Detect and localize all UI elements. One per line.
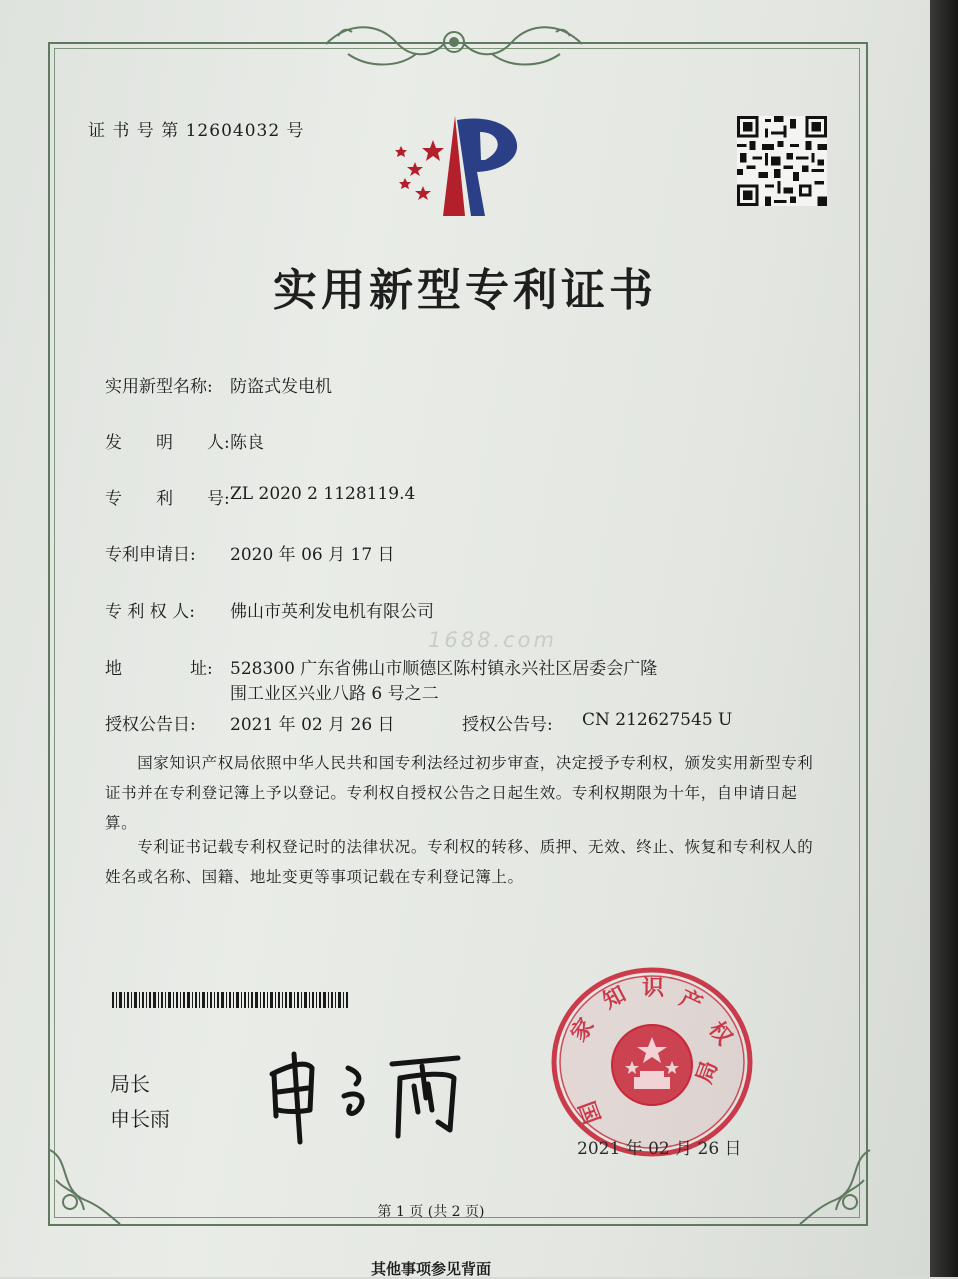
page-number: 第 1 页 (共 2 页) <box>377 1204 485 1220</box>
inventor-label: 发 明 人: <box>105 433 230 453</box>
application-date-label: 专利申请日: <box>105 545 196 565</box>
background-edge <box>930 0 958 1277</box>
official-seal-icon <box>550 965 755 1160</box>
inventor-value: 陈良 <box>230 433 264 453</box>
address-line-2: 围工业区兴业八路 6 号之二 <box>230 684 439 704</box>
svg-text:家: 家 <box>565 1013 600 1047</box>
director-name: 申长雨 <box>110 1107 170 1131</box>
address-label: 地 址: <box>105 659 213 679</box>
director-title: 局长 <box>110 1072 150 1096</box>
cnipa-emblem-icon <box>385 112 535 224</box>
utility-model-name-value: 防盗式发电机 <box>230 377 332 397</box>
patentee-label: 专 利 权 人: <box>105 602 195 622</box>
svg-text:知: 知 <box>598 981 631 1015</box>
svg-text:权: 权 <box>703 1016 738 1051</box>
patentee-value: 佛山市英利发电机有限公司 <box>230 602 434 622</box>
certificate-number: 证 书 号 第 12604032 号 <box>88 121 305 141</box>
grant-date-label: 授权公告日: <box>105 715 196 735</box>
svg-text:产: 产 <box>675 984 707 1018</box>
grant-number-label: 授权公告号: <box>462 715 553 735</box>
watermark: 1688.com <box>428 628 557 652</box>
grant-date-value: 2021 年 02 月 26 日 <box>230 715 395 735</box>
svg-text:国: 国 <box>572 1098 605 1128</box>
application-date-value: 2020 年 06 月 17 日 <box>230 545 395 565</box>
svg-text:识: 识 <box>642 975 665 1001</box>
handwritten-signature-icon <box>262 1038 472 1148</box>
top-ornament-icon <box>318 14 590 74</box>
address-line-1: 528300 广东省佛山市顺德区陈村镇永兴社区居委会广隆 <box>230 659 658 679</box>
body-paragraph-2: 专利证书记载专利权登记时的法律状况。专利权的转移、质押、无效、终止、恢复和专利权人的姓名或名称、国籍、地址变更等事项记载在专利登记簿上。 <box>105 838 814 886</box>
utility-model-name-label: 实用新型名称: <box>105 377 213 397</box>
seal-date: 2021 年 02 月 26 日 <box>577 1139 742 1159</box>
footer-note: 其他事项参见背面 <box>370 1260 491 1278</box>
certificate-title: 实用新型专利证书 <box>273 265 657 316</box>
qr-code-icon <box>737 116 827 206</box>
patent-number-label: 专 利 号: <box>105 489 230 509</box>
barcode-icon <box>112 992 350 1008</box>
patent-number-value: ZL 2020 2 1128119.4 <box>230 484 416 504</box>
body-paragraph-1: 国家知识产权局依照中华人民共和国专利法经过初步审查，决定授予专利权，颁发实用新型专利证书并在专利登记簿上予以登记。专利权自授权公告之日起生效。专利权期限为十年，自申请日起算。 <box>105 754 814 832</box>
grant-number-value: CN 212627545 U <box>582 710 733 730</box>
svg-text:局: 局 <box>691 1057 724 1088</box>
